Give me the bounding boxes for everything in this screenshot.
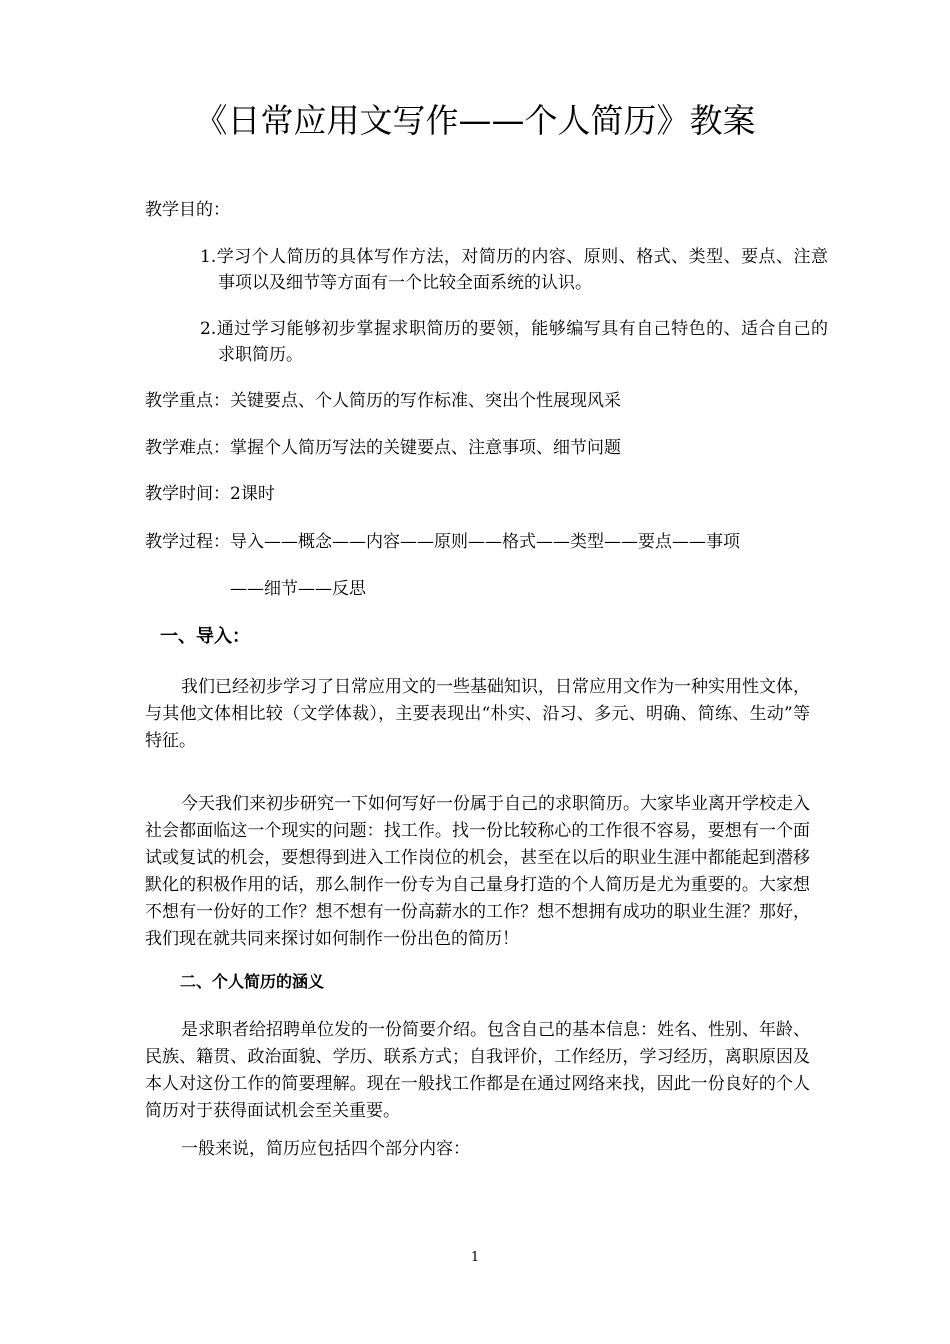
section-heading-intro: 一、导入： <box>160 626 250 647</box>
difficulties-line: 教学难点：掌握个人简历写法的关键要点、注意事项、细节问题 <box>145 438 621 458</box>
key-points-line: 教学重点：关键要点、个人简历的写作标准、突出个性展现风采 <box>145 391 621 411</box>
section-heading-definition: 二、个人简历的涵义 <box>180 972 325 991</box>
intro-paragraph-2: 今天我们来初步研究一下如何写好一份属于自己的求职简历。大家毕业离开学校走入社会都面临这一个现实的问题：找工作。找一份比较称心的工作很不容易，要想有一个面试或复试的机会，要想得到进入工作岗位的机会，甚至在以后的职业生涯中都能起到潜移默化的积极作用的话，那么制作一份专为自己量身打造的个人简历是尤为重要的。大家想不想有一份好的工作？想不想有一份高薪水的工作？想不想拥有成功的职业生涯？那好，我们现在就共同来探讨如何制作一份出色的简历！ <box>145 794 810 949</box>
objectives-heading: 教学目的： <box>145 200 230 220</box>
document-title: 《日常应用文写作——个人简历》教案 <box>194 101 756 140</box>
definition-paragraph-2: 一般来说，简历应包括四个部分内容： <box>181 1139 470 1159</box>
duration-line: 教学时间：2课时 <box>145 484 275 504</box>
page-number: 1 <box>470 1250 480 1265</box>
intro-paragraph-1: 我们已经初步学习了日常应用文的一些基础知识，日常应用文作为一种实用性文体，与其他文体相比较（文学体裁），主要表现出“朴实、沿习、多元、明确、简练、生动”等特征。 <box>145 677 810 751</box>
definition-paragraph-1: 是求职者给招聘单位发的一份简要介绍。包含自己的基本信息：姓名、性别、年龄、民族、籍贯、政治面貌、学历、联系方式；自我评价，工作经历，学习经历，离职原因及本人对这份工作的简要理解。现在一般找工作都是在通过网络来找，因此一份良好的个人简历对于获得面试机会至关重要。 <box>145 1020 810 1121</box>
process-line-2: ——细节——反思 <box>230 579 366 599</box>
objective-item-1: 1.学习个人简历的具体写作方法，对简历的内容、原则、格式、类型、要点、注意事项以及细节等方面有一个比较全面系统的认识。 <box>200 247 828 293</box>
process-line-1: 教学过程：导入——概念——内容——原则——格式——类型——要点——事项 <box>145 532 740 552</box>
objective-item-2: 2.通过学习能够初步掌握求职简历的要领，能够编写具有自己特色的、适合自己的求职简历。 <box>200 319 828 365</box>
